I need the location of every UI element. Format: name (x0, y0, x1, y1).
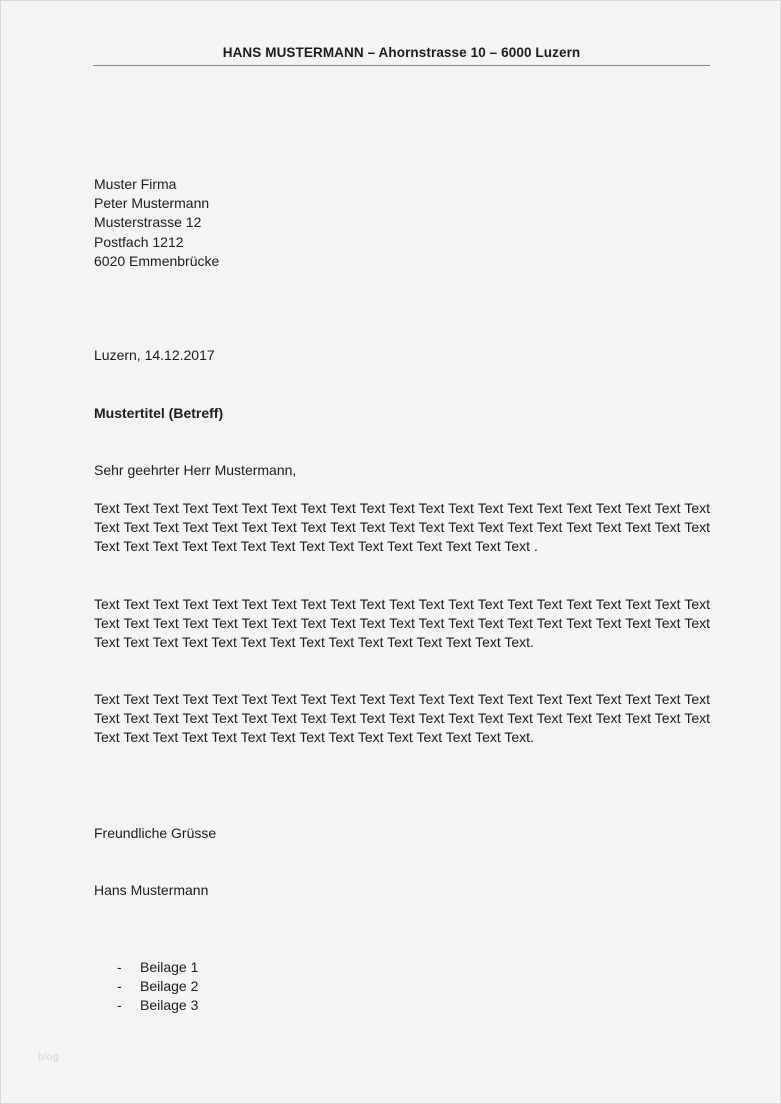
date-line: Luzern, 14.12.2017 (94, 347, 215, 363)
recipient-line: 6020 Emmenbrücke (94, 252, 220, 269)
body-paragraph: Text Text Text Text Text Text Text Text Text Text Text Text Text Text Text Text Text Text Text Text Text Text Text Text Text Text Text Text Text Text Text Text Text Text Text Text Text Text Text Text Text Text Text Text Text Text Text Text Text Text Text Text Text Text Text Text Text. (94, 596, 710, 651)
body-paragraph: Text Text Text Text Text Text Text Text Text Text Text Text Text Text Text Text Text Text Text Text Text Text Text Text Text Text Text Text Text Text Text Text Text Text Text Text Text Text Text Text Text Text Text Text Text Text Text Text Text Text Text Text Text Text Text Text Text. (94, 691, 710, 746)
recipient-line: Muster Firma (94, 176, 177, 192)
enclosure-label: Beilage 2 (140, 978, 199, 995)
enclosure-label: Beilage 1 (140, 959, 199, 975)
recipient-line: Musterstrasse 12 (94, 214, 202, 231)
list-dash-bullet: - (117, 959, 122, 975)
watermark: blog (38, 1052, 59, 1063)
enclosure-label: Beilage 3 (140, 997, 199, 1014)
enclosure-item (117, 977, 198, 996)
enclosure-item (117, 996, 198, 1015)
body-paragraph: Text Text Text Text Text Text Text Text Text Text Text Text Text Text Text Text Text Text Text Text Text Text Text Text Text Text Text Text Text Text Text Text Text Text Text Text Text Text Text Text Text Text Text Text Text Text Text Text Text Text Text Text Text Text Text Text Text . (94, 500, 710, 555)
letterhead-sender: HANS MUSTERMANN – Ahornstrasse 10 – 6000 Luzern (222, 45, 581, 60)
enclosure-item (117, 958, 198, 977)
list-dash-bullet: - (117, 978, 122, 995)
recipient-line: Postfach 1212 (94, 233, 184, 250)
list-dash-bullet: - (117, 997, 122, 1014)
subject-line: Mustertitel (Betreff) (94, 405, 224, 421)
letterhead-divider (93, 65, 710, 66)
closing: Freundliche Grüsse (94, 825, 217, 841)
signature-name: Hans Mustermann (94, 882, 209, 898)
salutation: Sehr geehrter Herr Mustermann, (94, 462, 297, 478)
recipient-address (94, 175, 219, 271)
recipient-line: Peter Mustermann (94, 195, 210, 212)
enclosure-list (117, 958, 198, 1016)
